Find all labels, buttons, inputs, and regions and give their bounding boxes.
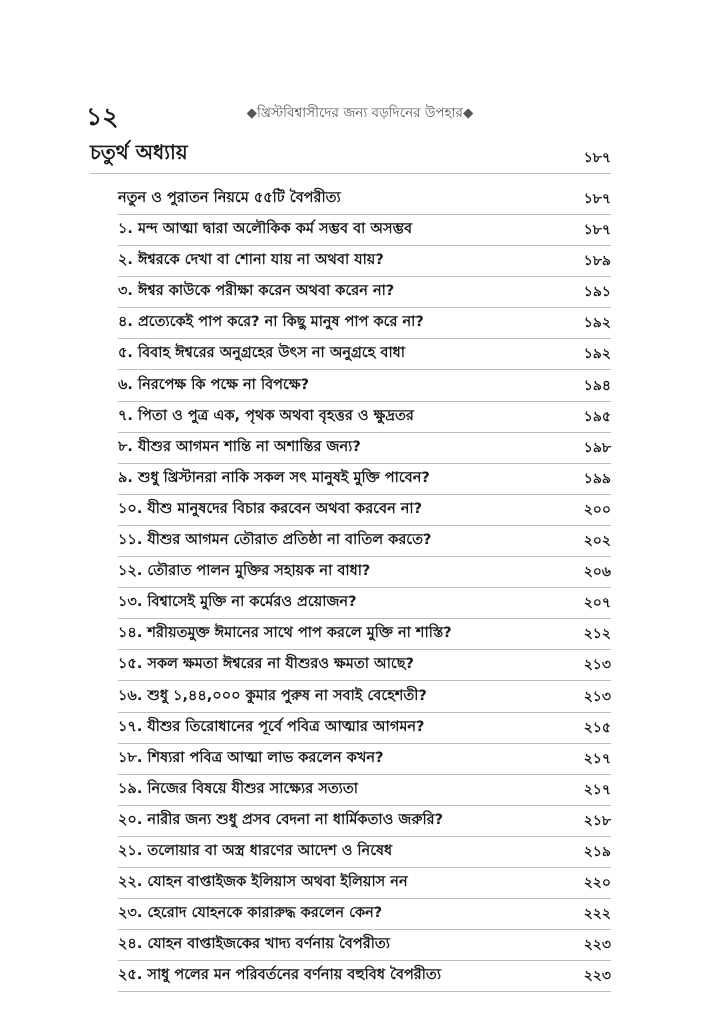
- toc-entry-title: ১. মন্দ আত্মা দ্বারা অলৌকিক কর্ম সম্ভব বা অসম্ভব: [118, 221, 413, 238]
- toc-entry: [118, 527, 611, 557]
- toc-entry: [118, 496, 611, 526]
- toc-entry-page: ২১৩: [583, 657, 611, 674]
- table-of-contents: [118, 185, 611, 993]
- toc-entry-title: ৫. বিবাহ ঈশ্বরের অনুগ্রহের উৎস না অনুগ্রহে বাধা: [118, 345, 405, 362]
- toc-entry: [118, 403, 611, 433]
- toc-entry: [118, 620, 611, 650]
- toc-entry-title: নতুন ও পুরাতন নিয়মে ৫৫টি বৈপরীত্য: [118, 190, 341, 206]
- toc-entry-page: ২১৭: [583, 750, 611, 767]
- toc-entry-page: ২২৩: [583, 968, 611, 985]
- toc-entry-title: ১০. যীশু মানুষদের বিচার করবেন অথবা করবেন না?: [118, 500, 423, 517]
- toc-entry-title: ৬. নিরপেক্ষ কি পক্ষে না বিপক্ষে?: [118, 376, 309, 393]
- toc-entry: [118, 869, 611, 899]
- toc-entry: [118, 340, 611, 370]
- toc-entry-page: ১৮৯: [583, 253, 611, 270]
- toc-entry: [118, 807, 611, 837]
- toc-entry-title: ২৫. সাধু পলের মন পরিবর্তনের বর্ণনায় বহুবিধ বৈপরীত্য: [118, 967, 442, 984]
- toc-entry-page: ২১৭: [583, 781, 611, 798]
- toc-entry: [118, 216, 611, 246]
- toc-entry-page: ২১৩: [583, 688, 611, 705]
- toc-entry-page: ২১৮: [583, 812, 611, 829]
- toc-entry-page: ২০৬: [583, 564, 611, 581]
- toc-entry-page: ১৯১: [583, 284, 611, 301]
- toc-entry-page: ১৯২: [583, 315, 611, 332]
- toc-entry-page: ২১২: [583, 626, 611, 643]
- toc-entry-title: ২৪. যোহন বাপ্তাইজকের খাদ্য বর্ণনায় বৈপরীত্য: [118, 936, 390, 953]
- toc-entry-page: ১৯৪: [583, 377, 611, 394]
- toc-entry-title: ১৩. বিশ্বাসেই মুক্তি না কর্মেরও প্রয়োজন?: [118, 594, 357, 611]
- toc-entry-page: ২২৩: [583, 937, 611, 954]
- toc-entry-page: ১৯৮: [583, 439, 611, 456]
- toc-entry-title: ১৪. শরীয়তমুক্ত ঈমানের সাথে পাপ করলে মুক্তি না শাস্তি?: [118, 625, 452, 642]
- toc-entry-title: ১৬. শুধু ১,৪৪,০০০ কুমার পুরুষ না সবাই বেহেশতী?: [118, 687, 427, 704]
- toc-entry-page: ২১৯: [583, 843, 611, 860]
- toc-entry-title: ১৮. শিষ্যরা পবিত্র আত্মা লাভ করলেন কখন?: [118, 749, 384, 766]
- toc-entry: [118, 714, 611, 744]
- toc-entry: [118, 434, 611, 464]
- toc-entry-title: ৭. পিতা ও পুত্র এক, পৃথক অথবা বৃহত্তর ও ক্ষুদ্রতর: [118, 407, 414, 424]
- toc-entry-page: ১৯৯: [583, 470, 611, 487]
- toc-entry-page: ২১৫: [583, 719, 611, 736]
- toc-entry: [118, 900, 611, 930]
- toc-entry-title: ২৩. হেরোদ যোহনকে কারারুদ্ধ করলেন কেন?: [118, 905, 383, 922]
- toc-entry-page: ২০৭: [583, 595, 611, 612]
- toc-entry: [118, 589, 611, 619]
- toc-entry: [118, 309, 611, 339]
- toc-entry-page: ১৮৭: [583, 191, 611, 207]
- toc-entry: [118, 683, 611, 713]
- toc-entry-page: ১৮৭: [583, 222, 611, 239]
- toc-entry-title: ২১. তলোয়ার বা অস্ত্র ধারণের আদেশ ও নিষেধ: [118, 842, 393, 859]
- chapter-page-number: ১৮৭: [583, 150, 611, 166]
- toc-entry-title: ২০. নারীর জন্য শুধু প্রসব বেদনা না ধার্মিকতাও জরুরি?: [118, 811, 443, 828]
- toc-entry-page: ২০০: [583, 501, 611, 518]
- chapter-heading-row: [90, 140, 611, 174]
- toc-entry: [118, 465, 611, 495]
- toc-entry: [118, 776, 611, 806]
- toc-entry-title: ২. ঈশ্বরকে দেখা বা শোনা যায় না অথবা যায়?: [118, 252, 384, 269]
- toc-entry-page: ২০২: [583, 533, 611, 550]
- toc-entry-title: ১২. তৌরাত পালন মুক্তির সহায়ক না বাধা?: [118, 563, 371, 580]
- toc-entry-page: ১৯৫: [583, 408, 611, 425]
- toc-entry: [118, 838, 611, 868]
- toc-entry-title: ৩. ঈশ্বর কাউকে পরীক্ষা করেন অথবা করেন না?: [118, 283, 395, 300]
- toc-entry-title: ১১. যীশুর আগমন তৌরাত প্রতিষ্ঠা না বাতিল করতে?: [118, 532, 432, 549]
- chapter-title: চতুর্থ অধ্যায়: [90, 140, 188, 164]
- toc-entry: [118, 558, 611, 588]
- running-header: ◆খ্রিস্টবিশ্বাসীদের জন্য বড়দিনের উপহার◆: [246, 105, 474, 121]
- toc-entry: [118, 185, 611, 215]
- toc-entry-page: ২২২: [583, 906, 611, 923]
- toc-entry-page: ১৯২: [583, 346, 611, 363]
- toc-entry-title: ১৫. সকল ক্ষমতা ঈশ্বরের না যীশুরও ক্ষমতা আছে?: [118, 656, 414, 673]
- toc-entry-title: ৮. যীশুর আগমন শান্তি না অশান্তির জন্য?: [118, 438, 361, 455]
- toc-entry-page: ২২০: [583, 875, 611, 892]
- toc-entry: [118, 962, 611, 992]
- toc-entry: [118, 745, 611, 775]
- toc-entry: [118, 372, 611, 402]
- toc-entry: [118, 247, 611, 277]
- toc-entry-title: ১৯. নিজের বিষয়ে যীশুর সাক্ষ্যের সত্যতা: [118, 780, 358, 797]
- toc-entry: [118, 931, 611, 961]
- toc-entry: [118, 651, 611, 681]
- toc-entry-title: ২২. যোহন বাপ্তাইজক ইলিয়াস অথবা ইলিয়াস নন: [118, 874, 408, 891]
- toc-entry-title: ৯. শুধু খ্রিস্টানরা নাকি সকল সৎ মানুষই মুক্তি পাবেন?: [118, 469, 430, 486]
- toc-entry: [118, 278, 611, 308]
- toc-entry-title: ১৭. যীশুর তিরোধানের পূর্বে পবিত্র আত্মার আগমন?: [118, 718, 425, 735]
- page-number: ১২: [86, 102, 119, 131]
- toc-entry-title: ৪. প্রত্যেকেই পাপ করে? না কিছু মানুষ পাপ করে না?: [118, 314, 424, 331]
